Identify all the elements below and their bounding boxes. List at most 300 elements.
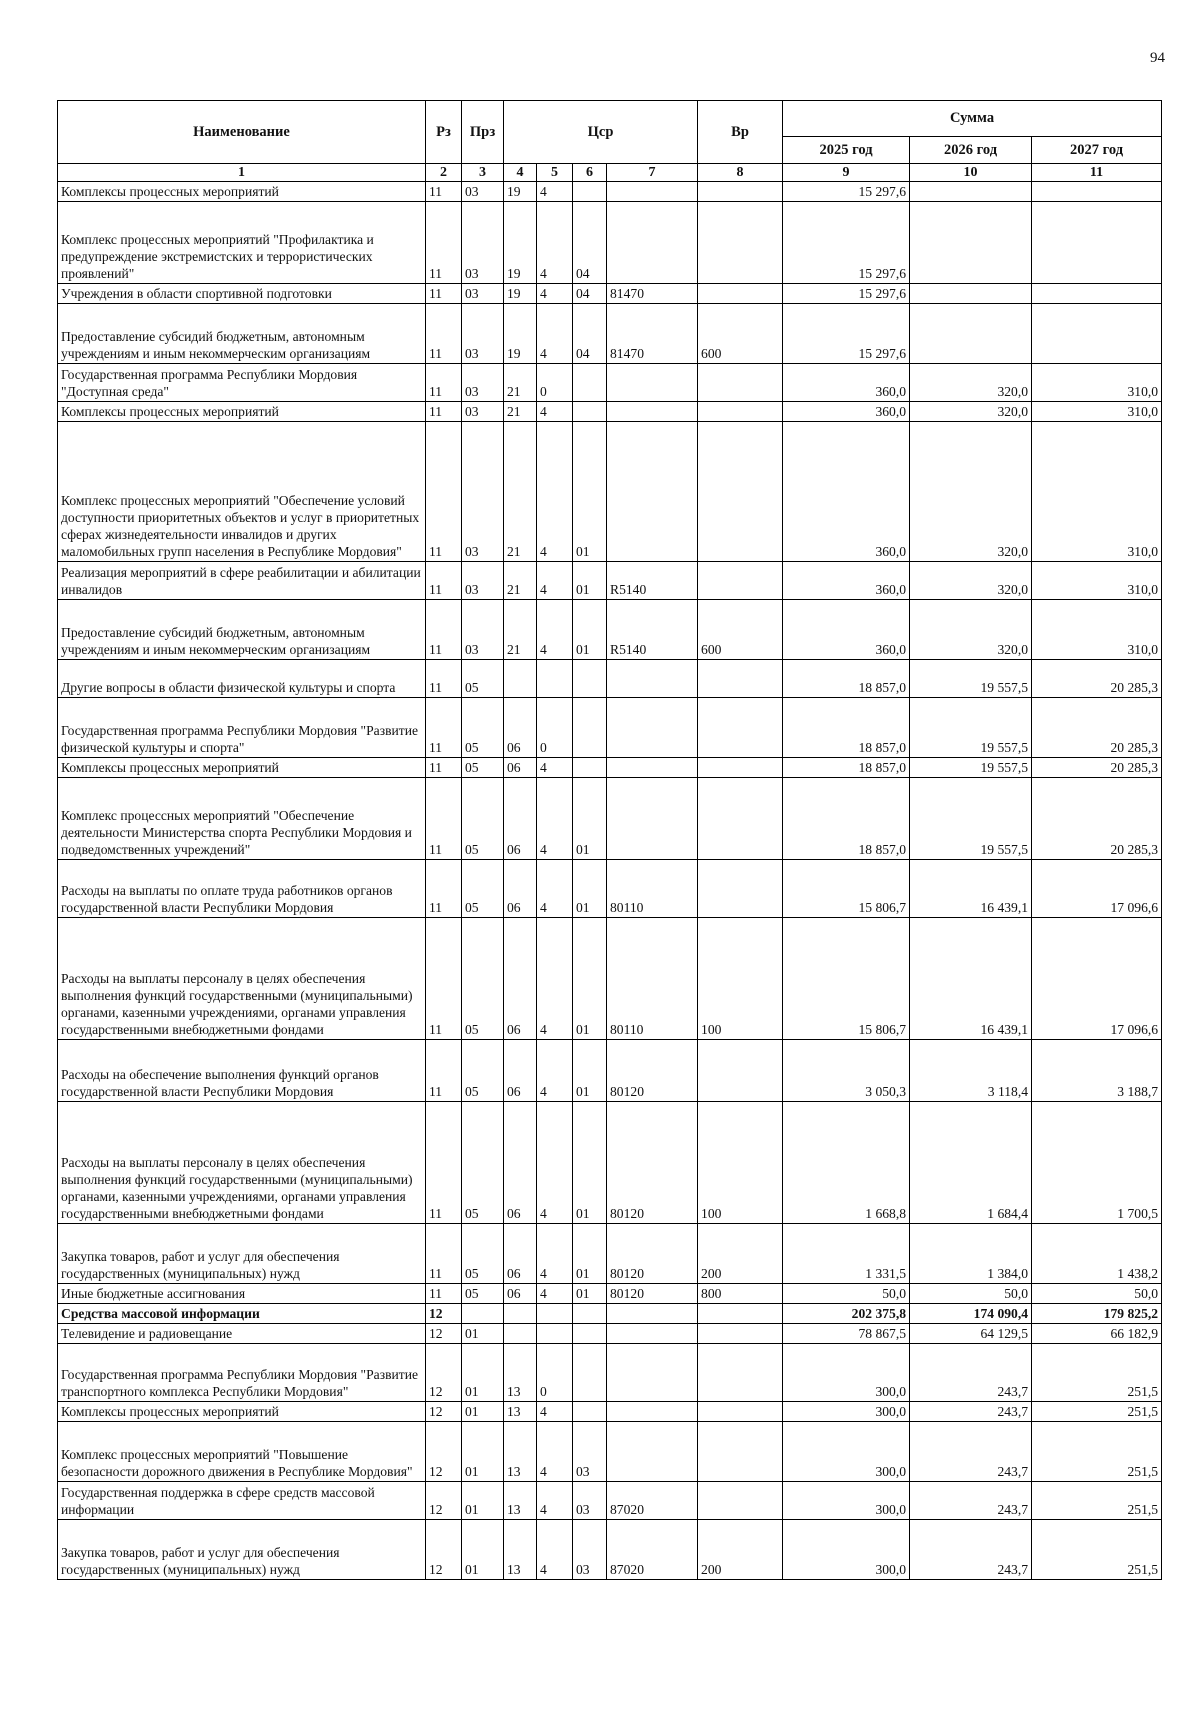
csr-part1-cell: 06 (504, 1102, 537, 1224)
sum-2025-cell: 1 668,8 (783, 1102, 910, 1224)
sum-2025-cell: 360,0 (783, 364, 910, 402)
table-row (58, 1344, 1162, 1402)
csr-part1-cell: 13 (504, 1520, 537, 1580)
csr-part3-cell: 01 (573, 1040, 607, 1102)
vr-cell (698, 1324, 783, 1344)
csr-part1-cell: 13 (504, 1402, 537, 1422)
csr-part3-cell (573, 402, 607, 422)
sum-2027-cell: 17 096,6 (1032, 918, 1162, 1040)
vr-cell (698, 202, 783, 284)
vr-cell (698, 1422, 783, 1482)
vr-cell (698, 284, 783, 304)
prz-cell: 03 (462, 182, 504, 202)
prz-cell: 03 (462, 304, 504, 364)
csr-part2-cell: 0 (537, 698, 573, 758)
csr-part3-cell (573, 1304, 607, 1324)
csr-part4-cell: 87020 (607, 1482, 698, 1520)
csr-part4-cell (607, 660, 698, 698)
prz-cell: 01 (462, 1324, 504, 1344)
csr-part2-cell: 4 (537, 1520, 573, 1580)
rz-cell: 11 (426, 202, 462, 284)
sum-2025-cell: 300,0 (783, 1520, 910, 1580)
column-number: 6 (573, 164, 607, 182)
rz-cell: 12 (426, 1344, 462, 1402)
csr-part4-cell: 81470 (607, 284, 698, 304)
sum-2025-cell: 360,0 (783, 422, 910, 562)
csr-part1-cell: 06 (504, 1284, 537, 1304)
vr-cell (698, 758, 783, 778)
table-row (58, 600, 1162, 660)
column-number: 11 (1032, 164, 1162, 182)
csr-part2-cell: 4 (537, 1422, 573, 1482)
csr-part3-cell (573, 758, 607, 778)
table-row (58, 1102, 1162, 1224)
csr-part1-cell: 19 (504, 182, 537, 202)
sum-2026-cell: 3 118,4 (910, 1040, 1032, 1102)
name-cell: Средства массовой информации (58, 1304, 426, 1324)
csr-part1-cell: 13 (504, 1422, 537, 1482)
prz-cell: 05 (462, 1102, 504, 1224)
column-number: 8 (698, 164, 783, 182)
sum-2026-cell (910, 284, 1032, 304)
csr-part4-cell (607, 1422, 698, 1482)
rz-cell: 11 (426, 698, 462, 758)
csr-part2-cell: 0 (537, 364, 573, 402)
csr-part1-cell: 21 (504, 422, 537, 562)
csr-part1-cell: 19 (504, 202, 537, 284)
table-row (58, 202, 1162, 284)
rz-cell: 12 (426, 1422, 462, 1482)
sum-2027-cell (1032, 202, 1162, 284)
vr-cell (698, 364, 783, 402)
csr-part3-cell: 04 (573, 304, 607, 364)
prz-cell: 01 (462, 1402, 504, 1422)
vr-cell: 200 (698, 1224, 783, 1284)
name-cell: Расходы на обеспечение выполнения функций органов государственной власти Республики Мордовия (58, 1040, 426, 1102)
csr-part3-cell (573, 698, 607, 758)
rz-cell: 11 (426, 1102, 462, 1224)
sum-2026-cell: 19 557,5 (910, 698, 1032, 758)
sum-2025-cell: 50,0 (783, 1284, 910, 1304)
csr-part2-cell: 4 (537, 918, 573, 1040)
csr-part3-cell: 01 (573, 562, 607, 600)
csr-part3-cell (573, 1402, 607, 1422)
table-row (58, 758, 1162, 778)
csr-part1-cell: 13 (504, 1344, 537, 1402)
table-body (58, 182, 1162, 1580)
sum-2025-cell: 360,0 (783, 402, 910, 422)
vr-cell: 100 (698, 918, 783, 1040)
sum-2027-cell: 310,0 (1032, 422, 1162, 562)
csr-part4-cell: 80120 (607, 1040, 698, 1102)
sum-2026-cell: 320,0 (910, 422, 1032, 562)
table-row (58, 182, 1162, 202)
vr-cell: 800 (698, 1284, 783, 1304)
rz-cell: 12 (426, 1482, 462, 1520)
prz-cell: 05 (462, 918, 504, 1040)
vr-cell (698, 698, 783, 758)
csr-part1-cell: 06 (504, 860, 537, 918)
sum-2025-cell: 360,0 (783, 600, 910, 660)
header-name: Наименование (58, 101, 426, 164)
vr-cell: 600 (698, 304, 783, 364)
csr-part4-cell (607, 1304, 698, 1324)
sum-2026-cell: 320,0 (910, 562, 1032, 600)
csr-part4-cell: 87020 (607, 1520, 698, 1580)
header-year-2027: 2027 год (1032, 137, 1162, 164)
sum-2025-cell: 300,0 (783, 1422, 910, 1482)
sum-2025-cell: 300,0 (783, 1402, 910, 1422)
table-row (58, 778, 1162, 860)
vr-cell: 600 (698, 600, 783, 660)
header-year-2026: 2026 год (910, 137, 1032, 164)
name-cell: Комплексы процессных мероприятий (58, 402, 426, 422)
table-row (58, 422, 1162, 562)
csr-part2-cell: 4 (537, 402, 573, 422)
csr-part4-cell (607, 1344, 698, 1402)
page-number: 94 (1150, 50, 1165, 66)
prz-cell (462, 1304, 504, 1324)
table-row (58, 364, 1162, 402)
prz-cell: 05 (462, 758, 504, 778)
csr-part3-cell: 01 (573, 918, 607, 1040)
column-number: 9 (783, 164, 910, 182)
sum-2027-cell: 66 182,9 (1032, 1324, 1162, 1344)
table-row (58, 1402, 1162, 1422)
csr-part2-cell: 4 (537, 778, 573, 860)
sum-2026-cell: 19 557,5 (910, 778, 1032, 860)
name-cell: Комплекс процессных мероприятий "Обеспечение деятельности Министерства спорта Республики Мордовия и подведомственных учреждений" (58, 778, 426, 860)
csr-part4-cell (607, 758, 698, 778)
table-row (58, 1040, 1162, 1102)
prz-cell: 05 (462, 698, 504, 758)
rz-cell: 11 (426, 284, 462, 304)
csr-part2-cell: 4 (537, 1224, 573, 1284)
rz-cell: 11 (426, 304, 462, 364)
table-row (58, 1324, 1162, 1344)
name-cell: Государственная поддержка в сфере средств массовой информации (58, 1482, 426, 1520)
sum-2026-cell: 16 439,1 (910, 860, 1032, 918)
csr-part2-cell: 4 (537, 758, 573, 778)
sum-2026-cell: 1 684,4 (910, 1102, 1032, 1224)
sum-2026-cell: 320,0 (910, 600, 1032, 660)
sum-2027-cell: 20 285,3 (1032, 660, 1162, 698)
sum-2027-cell (1032, 182, 1162, 202)
header-rz: Рз (426, 101, 462, 164)
rz-cell: 11 (426, 1040, 462, 1102)
sum-2025-cell: 15 806,7 (783, 918, 910, 1040)
prz-cell: 05 (462, 1224, 504, 1284)
prz-cell: 05 (462, 1284, 504, 1304)
csr-part4-cell (607, 698, 698, 758)
name-cell: Другие вопросы в области физической культуры и спорта (58, 660, 426, 698)
sum-2025-cell: 360,0 (783, 562, 910, 600)
csr-part1-cell: 06 (504, 698, 537, 758)
prz-cell: 03 (462, 422, 504, 562)
rz-cell: 11 (426, 660, 462, 698)
prz-cell: 01 (462, 1344, 504, 1402)
csr-part3-cell: 04 (573, 202, 607, 284)
sum-2026-cell: 243,7 (910, 1402, 1032, 1422)
csr-part4-cell: 80110 (607, 860, 698, 918)
csr-part4-cell (607, 422, 698, 562)
prz-cell: 03 (462, 364, 504, 402)
name-cell: Комплексы процессных мероприятий (58, 758, 426, 778)
name-cell: Комплексы процессных мероприятий (58, 182, 426, 202)
table-row (58, 1304, 1162, 1324)
csr-part1-cell (504, 660, 537, 698)
column-number: 1 (58, 164, 426, 182)
sum-2027-cell: 1 438,2 (1032, 1224, 1162, 1284)
csr-part3-cell: 01 (573, 1102, 607, 1224)
csr-part2-cell: 4 (537, 600, 573, 660)
csr-part1-cell (504, 1304, 537, 1324)
column-number: 5 (537, 164, 573, 182)
sum-2025-cell: 300,0 (783, 1344, 910, 1402)
header-year-2025: 2025 год (783, 137, 910, 164)
rz-cell: 12 (426, 1520, 462, 1580)
column-number: 4 (504, 164, 537, 182)
sum-2025-cell: 3 050,3 (783, 1040, 910, 1102)
csr-part3-cell: 04 (573, 284, 607, 304)
sum-2026-cell (910, 304, 1032, 364)
csr-part2-cell (537, 660, 573, 698)
sum-2026-cell: 64 129,5 (910, 1324, 1032, 1344)
csr-part1-cell: 21 (504, 600, 537, 660)
table-row (58, 402, 1162, 422)
csr-part4-cell (607, 202, 698, 284)
sum-2027-cell (1032, 284, 1162, 304)
csr-part4-cell (607, 364, 698, 402)
column-number: 10 (910, 164, 1032, 182)
prz-cell: 03 (462, 202, 504, 284)
rz-cell: 11 (426, 860, 462, 918)
sum-2025-cell: 18 857,0 (783, 758, 910, 778)
csr-part2-cell: 4 (537, 1102, 573, 1224)
name-cell: Расходы на выплаты персоналу в целях обеспечения выполнения функций государственными (муниципальными) органами, казенными учреждениями, органами управления государственными внебюджетными фондами (58, 918, 426, 1040)
rz-cell: 11 (426, 778, 462, 860)
csr-part2-cell: 4 (537, 1402, 573, 1422)
csr-part2-cell (537, 1304, 573, 1324)
csr-part2-cell: 4 (537, 284, 573, 304)
sum-2025-cell: 15 297,6 (783, 284, 910, 304)
csr-part4-cell (607, 1324, 698, 1344)
rz-cell: 11 (426, 422, 462, 562)
name-cell: Государственная программа Республики Мордовия "Доступная среда" (58, 364, 426, 402)
sum-2027-cell: 50,0 (1032, 1284, 1162, 1304)
csr-part2-cell: 4 (537, 182, 573, 202)
sum-2027-cell: 179 825,2 (1032, 1304, 1162, 1324)
csr-part3-cell: 03 (573, 1520, 607, 1580)
name-cell: Расходы на выплаты по оплате труда работников органов государственной власти Республики Мордовия (58, 860, 426, 918)
rz-cell: 11 (426, 562, 462, 600)
prz-cell: 03 (462, 600, 504, 660)
csr-part4-cell: 80120 (607, 1224, 698, 1284)
column-number-row (58, 164, 1162, 182)
rz-cell: 11 (426, 364, 462, 402)
csr-part3-cell: 03 (573, 1482, 607, 1520)
vr-cell (698, 1344, 783, 1402)
sum-2027-cell: 310,0 (1032, 364, 1162, 402)
csr-part1-cell: 19 (504, 284, 537, 304)
name-cell: Учреждения в области спортивной подготовки (58, 284, 426, 304)
csr-part2-cell: 4 (537, 1284, 573, 1304)
csr-part1-cell: 21 (504, 562, 537, 600)
sum-2026-cell (910, 202, 1032, 284)
sum-2027-cell: 251,5 (1032, 1422, 1162, 1482)
name-cell: Государственная программа Республики Мордовия "Развитие физической культуры и спорта" (58, 698, 426, 758)
sum-2025-cell: 18 857,0 (783, 698, 910, 758)
csr-part4-cell (607, 182, 698, 202)
vr-cell (698, 182, 783, 202)
prz-cell: 05 (462, 778, 504, 860)
csr-part1-cell: 06 (504, 1224, 537, 1284)
sum-2025-cell: 15 297,6 (783, 202, 910, 284)
prz-cell: 05 (462, 1040, 504, 1102)
sum-2026-cell: 243,7 (910, 1344, 1032, 1402)
vr-cell (698, 778, 783, 860)
name-cell: Комплексы процессных мероприятий (58, 1402, 426, 1422)
csr-part3-cell: 01 (573, 600, 607, 660)
vr-cell (698, 1304, 783, 1324)
sum-2027-cell: 310,0 (1032, 402, 1162, 422)
sum-2027-cell: 251,5 (1032, 1402, 1162, 1422)
prz-cell: 05 (462, 660, 504, 698)
name-cell: Закупка товаров, работ и услуг для обеспечения государственных (муниципальных) нужд (58, 1224, 426, 1284)
sum-2025-cell: 15 297,6 (783, 304, 910, 364)
csr-part1-cell: 21 (504, 364, 537, 402)
prz-cell: 03 (462, 284, 504, 304)
vr-cell: 100 (698, 1102, 783, 1224)
sum-2025-cell: 1 331,5 (783, 1224, 910, 1284)
csr-part4-cell: 80120 (607, 1284, 698, 1304)
table-row (58, 1284, 1162, 1304)
sum-2025-cell: 300,0 (783, 1482, 910, 1520)
prz-cell: 01 (462, 1422, 504, 1482)
csr-part2-cell: 4 (537, 304, 573, 364)
csr-part2-cell: 4 (537, 1040, 573, 1102)
sum-2027-cell: 1 700,5 (1032, 1102, 1162, 1224)
sum-2026-cell: 243,7 (910, 1482, 1032, 1520)
csr-part1-cell: 06 (504, 918, 537, 1040)
csr-part2-cell: 4 (537, 860, 573, 918)
sum-2025-cell: 78 867,5 (783, 1324, 910, 1344)
sum-2027-cell: 20 285,3 (1032, 778, 1162, 860)
sum-2026-cell (910, 182, 1032, 202)
csr-part1-cell: 06 (504, 758, 537, 778)
table-row (58, 1422, 1162, 1482)
csr-part2-cell (537, 1324, 573, 1344)
name-cell: Комплекс процессных мероприятий "Повышение безопасности дорожного движения в Республике Мордовия" (58, 1422, 426, 1482)
header-vr: Вр (698, 101, 783, 164)
column-number: 3 (462, 164, 504, 182)
vr-cell (698, 1402, 783, 1422)
name-cell: Расходы на выплаты персоналу в целях обеспечения выполнения функций государственными (муниципальными) органами, казенными учреждениями, органами управления государственными внебюджетными фондами (58, 1102, 426, 1224)
sum-2025-cell: 18 857,0 (783, 778, 910, 860)
sum-2027-cell: 20 285,3 (1032, 698, 1162, 758)
table-row (58, 562, 1162, 600)
vr-cell (698, 660, 783, 698)
csr-part4-cell (607, 402, 698, 422)
table-row (58, 1224, 1162, 1284)
rz-cell: 11 (426, 600, 462, 660)
sum-2025-cell: 15 806,7 (783, 860, 910, 918)
csr-part4-cell: 81470 (607, 304, 698, 364)
table-row (58, 284, 1162, 304)
sum-2026-cell: 320,0 (910, 364, 1032, 402)
csr-part1-cell: 19 (504, 304, 537, 364)
sum-2027-cell: 310,0 (1032, 600, 1162, 660)
sum-2026-cell: 16 439,1 (910, 918, 1032, 1040)
sum-2026-cell: 1 384,0 (910, 1224, 1032, 1284)
csr-part2-cell: 4 (537, 562, 573, 600)
rz-cell: 12 (426, 1304, 462, 1324)
sum-2027-cell: 251,5 (1032, 1520, 1162, 1580)
csr-part3-cell: 01 (573, 1284, 607, 1304)
table-row (58, 1482, 1162, 1520)
sum-2026-cell: 320,0 (910, 402, 1032, 422)
sum-2025-cell: 202 375,8 (783, 1304, 910, 1324)
csr-part3-cell: 01 (573, 1224, 607, 1284)
csr-part3-cell: 01 (573, 422, 607, 562)
sum-2025-cell: 15 297,6 (783, 182, 910, 202)
vr-cell (698, 1040, 783, 1102)
csr-part4-cell: 80120 (607, 1102, 698, 1224)
sum-2025-cell: 18 857,0 (783, 660, 910, 698)
sum-2027-cell: 251,5 (1032, 1344, 1162, 1402)
csr-part4-cell: R5140 (607, 562, 698, 600)
name-cell: Государственная программа Республики Мордовия "Развитие транспортного комплекса Республики Мордовия" (58, 1344, 426, 1402)
csr-part2-cell: 4 (537, 422, 573, 562)
rz-cell: 12 (426, 1402, 462, 1422)
prz-cell: 03 (462, 562, 504, 600)
column-number: 7 (607, 164, 698, 182)
vr-cell (698, 422, 783, 562)
csr-part3-cell (573, 364, 607, 402)
csr-part1-cell: 06 (504, 778, 537, 860)
budget-table (57, 100, 1162, 1580)
csr-part4-cell (607, 1402, 698, 1422)
rz-cell: 11 (426, 1224, 462, 1284)
rz-cell: 11 (426, 758, 462, 778)
prz-cell: 03 (462, 402, 504, 422)
sum-2027-cell: 310,0 (1032, 562, 1162, 600)
table-row (58, 860, 1162, 918)
rz-cell: 11 (426, 402, 462, 422)
table-row (58, 304, 1162, 364)
csr-part1-cell: 06 (504, 1040, 537, 1102)
csr-part1-cell: 13 (504, 1482, 537, 1520)
name-cell: Реализация мероприятий в сфере реабилитации и абилитации инвалидов (58, 562, 426, 600)
csr-part4-cell: 80110 (607, 918, 698, 1040)
sum-2026-cell: 19 557,5 (910, 758, 1032, 778)
name-cell: Комплекс процессных мероприятий "Обеспечение условий доступности приоритетных объектов и услуг в приоритетных сферах жизнедеятельности инвалидов и других маломобильных групп населения в Республике Мордовия" (58, 422, 426, 562)
name-cell: Комплекс процессных мероприятий "Профилактика и предупреждение экстремистских и террористических проявлений" (58, 202, 426, 284)
prz-cell: 05 (462, 860, 504, 918)
vr-cell (698, 402, 783, 422)
header-sum: Сумма (783, 101, 1162, 137)
csr-part4-cell (607, 778, 698, 860)
csr-part3-cell: 01 (573, 778, 607, 860)
rz-cell: 11 (426, 918, 462, 1040)
csr-part2-cell: 4 (537, 202, 573, 284)
table-row (58, 698, 1162, 758)
prz-cell: 01 (462, 1520, 504, 1580)
vr-cell (698, 860, 783, 918)
sum-2027-cell: 20 285,3 (1032, 758, 1162, 778)
csr-part3-cell (573, 1324, 607, 1344)
csr-part2-cell: 0 (537, 1344, 573, 1402)
